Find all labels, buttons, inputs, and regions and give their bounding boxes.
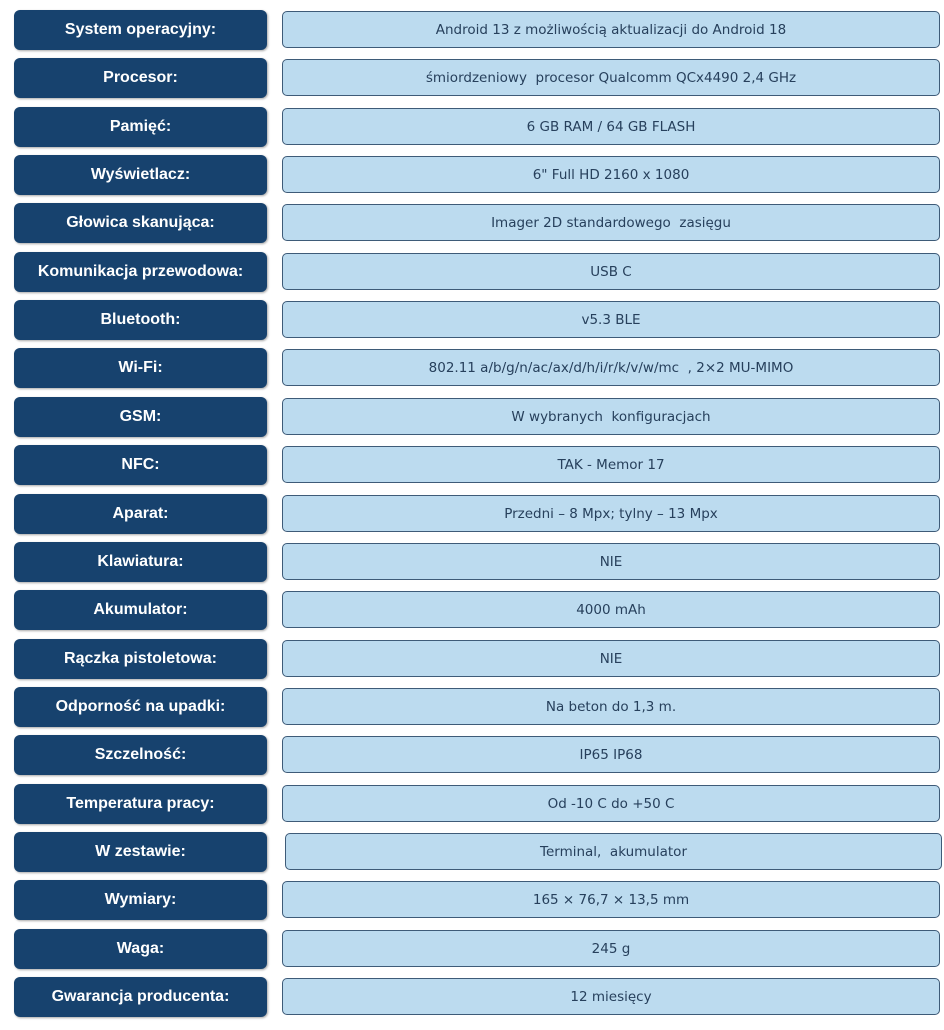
- spec-row-bluetooth: [0, 300, 944, 340]
- spec-row-warranty: [0, 977, 944, 1017]
- spec-value: TAK - Memor 17: [282, 446, 940, 483]
- spec-row-battery: [0, 590, 944, 630]
- spec-label: Waga:: [14, 929, 267, 969]
- spec-row-temperature: [0, 784, 944, 824]
- spec-label: Akumulator:: [14, 590, 267, 630]
- spec-row-in-box: [0, 832, 944, 872]
- spec-label: Rączka pistoletowa:: [14, 639, 267, 679]
- spec-row-drop: [0, 687, 944, 727]
- spec-value: śmiordzeniowy procesor Qualcomm QCx4490 2,4 GHz: [282, 59, 940, 96]
- spec-value: 6" Full HD 2160 x 1080: [282, 156, 940, 193]
- spec-value: 4000 mAh: [282, 591, 940, 628]
- spec-row-memory: [0, 107, 944, 147]
- spec-value: 802.11 a/b/g/n/ac/ax/d/h/i/r/k/v/w/mc , 2×2 MU-MIMO: [282, 349, 940, 386]
- spec-label: System operacyjny:: [14, 10, 267, 50]
- spec-value: 12 miesięcy: [282, 978, 940, 1015]
- spec-label: Pamięć:: [14, 107, 267, 147]
- spec-label: W zestawie:: [14, 832, 267, 872]
- spec-value: USB C: [282, 253, 940, 290]
- spec-value: v5.3 BLE: [282, 301, 940, 338]
- spec-label: Odporność na upadki:: [14, 687, 267, 727]
- spec-label: NFC:: [14, 445, 267, 485]
- spec-label: GSM:: [14, 397, 267, 437]
- spec-label: Wi-Fi:: [14, 348, 267, 388]
- spec-row-scanner: [0, 203, 944, 243]
- spec-label: Bluetooth:: [14, 300, 267, 340]
- spec-row-processor: [0, 58, 944, 98]
- spec-value: Terminal, akumulator: [285, 833, 942, 870]
- spec-row-display: [0, 155, 944, 195]
- spec-value: W wybranych konfiguracjach: [282, 398, 940, 435]
- spec-label: Temperatura pracy:: [14, 784, 267, 824]
- spec-label: Szczelność:: [14, 735, 267, 775]
- spec-row-pistol-grip: [0, 639, 944, 679]
- spec-value: NIE: [282, 543, 940, 580]
- spec-label: Komunikacja przewodowa:: [14, 252, 267, 292]
- spec-value: 165 × 76,7 × 13,5 mm: [282, 881, 940, 918]
- spec-value: Na beton do 1,3 m.: [282, 688, 940, 725]
- spec-row-nfc: [0, 445, 944, 485]
- spec-label: Wymiary:: [14, 880, 267, 920]
- spec-label: Procesor:: [14, 58, 267, 98]
- spec-row-weight: [0, 929, 944, 969]
- spec-row-sealing: [0, 735, 944, 775]
- spec-value: 245 g: [282, 930, 940, 967]
- spec-label: Głowica skanująca:: [14, 203, 267, 243]
- spec-label: Gwarancja producenta:: [14, 977, 267, 1017]
- spec-value: Przedni – 8 Mpx; tylny – 13 Mpx: [282, 495, 940, 532]
- spec-row-system: [0, 10, 944, 50]
- spec-value: Imager 2D standardowego zasięgu: [282, 204, 940, 241]
- spec-value: IP65 IP68: [282, 736, 940, 773]
- spec-row-dimensions: [0, 880, 944, 920]
- spec-row-keyboard: [0, 542, 944, 582]
- spec-value: 6 GB RAM / 64 GB FLASH: [282, 108, 940, 145]
- spec-label: Wyświetlacz:: [14, 155, 267, 195]
- spec-label: Klawiatura:: [14, 542, 267, 582]
- spec-label: Aparat:: [14, 494, 267, 534]
- spec-row-camera: [0, 494, 944, 534]
- spec-value: NIE: [282, 640, 940, 677]
- spec-row-wifi: [0, 348, 944, 388]
- spec-value: Android 13 z możliwością aktualizacji do Android 18: [282, 11, 940, 48]
- spec-row-gsm: [0, 397, 944, 437]
- spec-value: Od -10 C do +50 C: [282, 785, 940, 822]
- spec-row-wired: [0, 252, 944, 292]
